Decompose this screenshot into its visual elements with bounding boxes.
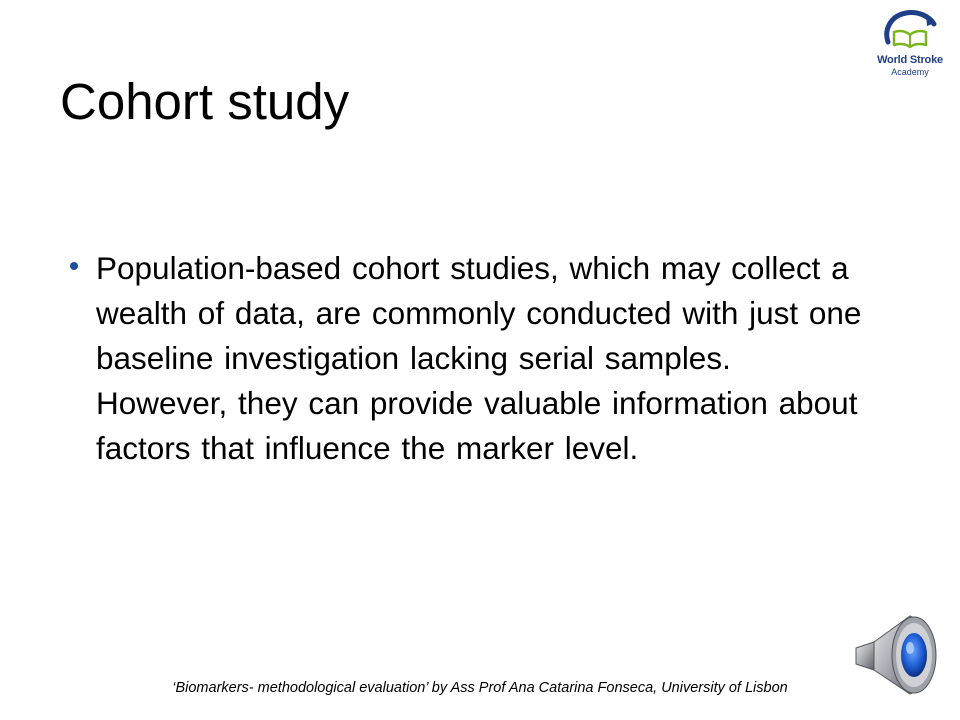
world-stroke-academy-logo	[868, 8, 952, 80]
world-stroke-academy-logo-icon	[882, 8, 938, 54]
logo-title: World Stroke	[877, 54, 943, 66]
bullet-item	[70, 246, 870, 471]
bullet-list	[70, 246, 870, 471]
bullet-text: Population-based cohort studies, which may collect a wealth of data, are commonly conducted with just one baseline investigation lacking serial samples. However, they can provide valuable information about factors that influence the marker level.	[96, 250, 862, 466]
logo-subtitle: Academy	[891, 67, 929, 77]
bullet-icon	[70, 262, 78, 270]
slide-title: Cohort study	[60, 73, 350, 130]
footer-credit: ‘Biomarkers- methodological evaluation’ by Ass Prof Ana Catarina Fonseca, University of Lisbon	[172, 680, 788, 696]
